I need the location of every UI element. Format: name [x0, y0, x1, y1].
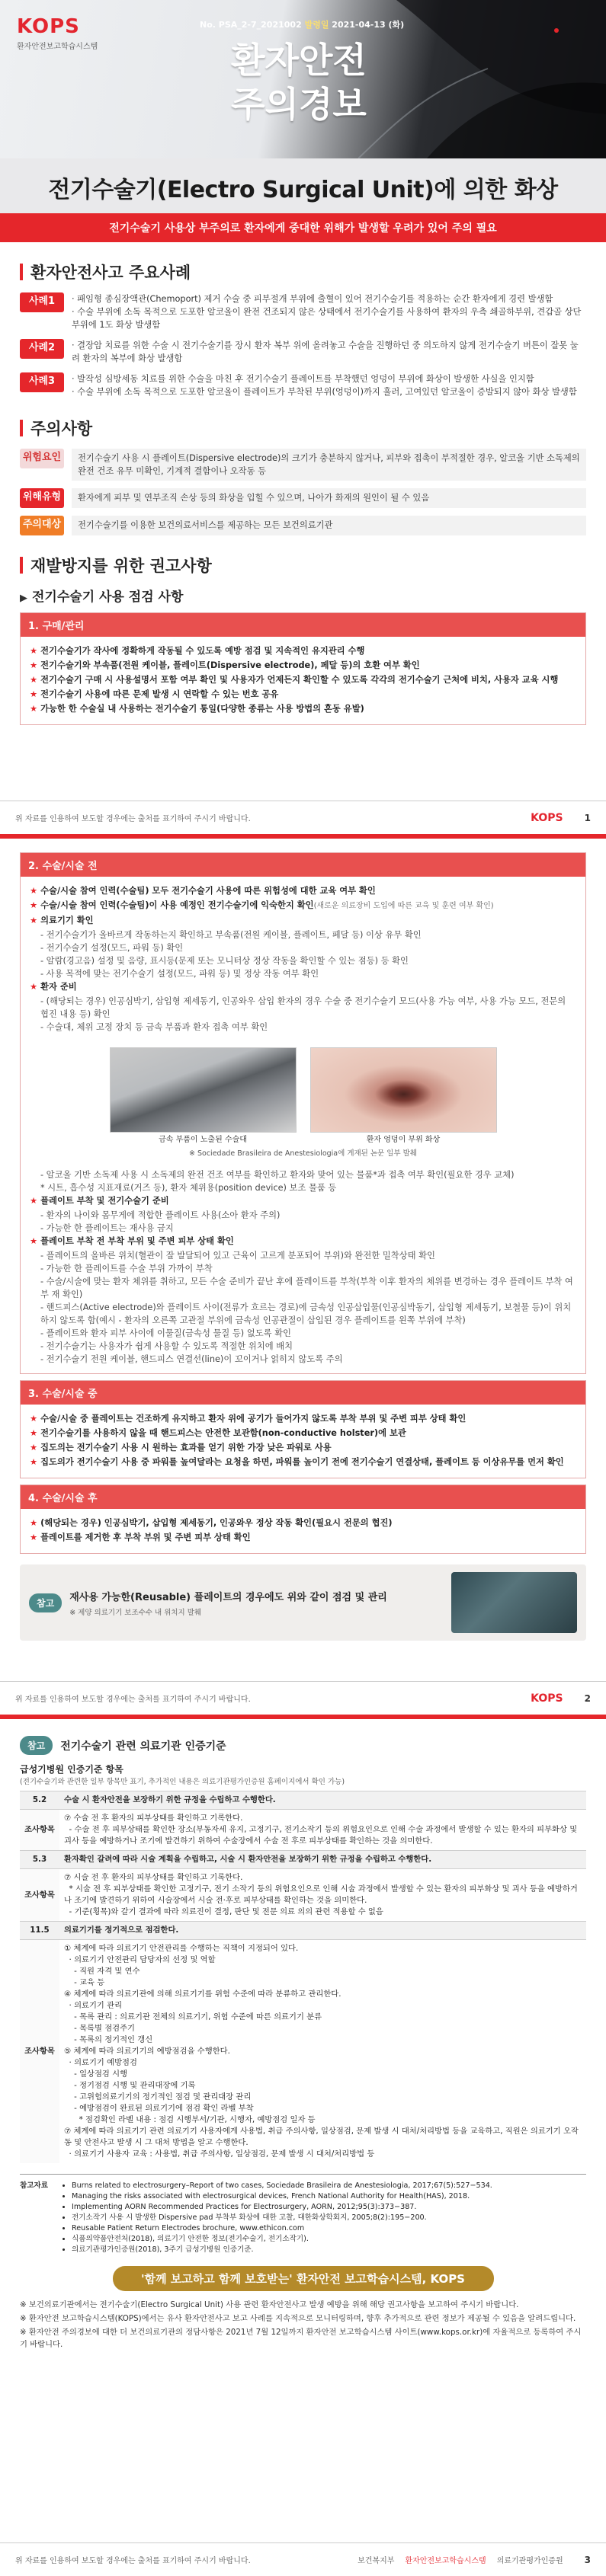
checklist-subitem: * 시트, 흡수성 지표재료(거즈 등), 환자 체위용(position device) 보조 물품 등	[40, 1183, 337, 1193]
star-icon: ★	[30, 1518, 38, 1528]
checklist-subitem: - 전기수술기가 올바르게 작동하는지 확인하고 부속품(전원 케이블, 플레이트, 페달 등) 이상 유무 확인	[40, 930, 422, 940]
hero-title	[200, 38, 398, 126]
checklist-item	[30, 1517, 576, 1529]
checklist-item	[30, 1531, 576, 1544]
checklist-item	[30, 702, 576, 715]
row-number: 5.3	[20, 1851, 59, 1869]
row-body-line: - 고위험의료기기의 정기적인 점검 및 관리대장 관리	[64, 2092, 252, 2101]
page-2	[0, 839, 606, 1715]
star-icon: ★	[30, 982, 38, 992]
footer	[0, 801, 606, 834]
accreditation-table	[20, 1791, 586, 2163]
accreditation-sub: 급성기병원 인증기준 항목	[20, 1764, 123, 1775]
row-heading: 의료기기를 정기적으로 점검한다.	[59, 1922, 586, 1940]
star-icon: ★	[30, 1428, 38, 1438]
checklist-text: 환자 준비	[40, 982, 77, 992]
checklist-subitem: - 가능한 한 플레이트를 수술 부위 가까이 부착	[40, 1264, 213, 1274]
caution-tag: 위험요인	[20, 449, 64, 468]
checklist-item	[30, 644, 576, 657]
reference-item: • 식품의약품안전처(2018), 의료기기 안전한 정보(전기수술기, 전기소작기).	[72, 2234, 492, 2245]
accreditation-title	[20, 1736, 586, 1755]
checklist-subitem: - 전기수술기는 사용자가 쉽게 사용할 수 있도록 적절한 위치에 배치	[40, 1341, 293, 1351]
hero-banner	[0, 0, 606, 158]
accreditation-heading: 전기수술기 관련 의료기관 인증기준	[60, 1740, 226, 1753]
issue-date: 2021-04-13 (화)	[332, 20, 405, 30]
case-line: · 패임형 종심장액관(Chemoport) 제거 수술 중 피부절개 부위에 출혈이 있어 전기수술기를 적용하는 순간 환자에게 경련 발생함	[72, 294, 553, 304]
row-body-line: - 일상점검 시행	[64, 2069, 128, 2079]
section-heading	[20, 554, 586, 577]
footer-logo: KOPS	[531, 811, 563, 824]
panel-header: 2. 수술/시술 전	[21, 853, 585, 877]
checklist-text: 플레이트 부착 및 전기수술기 준비	[40, 1196, 169, 1206]
checklist-text: 플레이트를 제거한 후 부착 부위 및 주변 피부 상태 확인	[40, 1532, 251, 1542]
checklist-text: 수술/시술 중 플레이트는 건조하게 유지하고 환자 위에 공기가 들어가지 않도록 부착 부위 및 주변 피부 상태 확인	[40, 1414, 467, 1424]
checklist-text: 수술/시술 참여 인력(수술팀) 모두 전기수술기 사용에 따른 위험성에 대한 교육 여부 확인	[40, 886, 376, 896]
row-body-line: - 예방점검이 완료된 의료기기에 점검 확인 라벨 부착	[64, 2104, 254, 2113]
row-body-line: ⑦ 시술 전 후 환자의 피부상태를 확인하고 기록한다.	[64, 1873, 243, 1882]
checklist-subitem: - 수술/시술에 맞는 환자 체위를 취하고, 모든 수술 준비가 끝난 후에 플레이트를 부착(부착 이후 환자의 체위를 변경하는 경우 플레이트 부착 여부 재 확인)	[40, 1277, 573, 1299]
case-row	[20, 372, 586, 398]
checklist-note: (새로운 의료장비 도입에 따른 교육 및 훈련 여부 확인)	[313, 902, 494, 910]
panel-header: 1. 구매/관리	[21, 613, 585, 637]
checklist-subitem: - 핸드피스(Active electrode)와 플레이트 사이(전류가 흐르는 경로)에 금속성 인공삽입물(인공심박동기, 삽입형 제세동기, 보철물 등)이 위치하지 않도록 함(예시 - 환자의 오른쪽 고관절 부위에 금속성 인공관절이 삽입된 경우 플레이트를 왼쪽 부위에 부착)	[40, 1302, 572, 1325]
row-body-line: - 수술 전 후 피부상태를 확인한 장소(부동자세 유지, 고정기구, 전기소작기 등의 위험요인으로 인해 수술 과정에서 발생할 수 있는 환자의 피부화상 및 괴사 등을 예방하거나 조기에 발견하기 위하여 수술장에서 수술 전 후로 피부상태를 확인하는 것을 의미한다.	[64, 1825, 580, 1846]
row-body-line: - 정기점검 시행 및 관리대장에 기록	[64, 2081, 196, 2090]
page-number: 3	[584, 2554, 591, 2565]
case-line: · 수술 부위에 소독 목적으로 도포한 알코올이 플레이트가 부착된 부위(엉덩이)까지 흘러, 고여있던 알코올이 증발되지 않아 화상 발생함	[72, 387, 577, 397]
caution-text: 전기수술기를 이용한 보건의료서비스를 제공하는 모든 보건의료기관	[72, 516, 586, 535]
references-heading: 참고자료	[20, 2181, 49, 2190]
checklist-item	[30, 688, 576, 701]
slogan: '함께 보고하고 함께 보호받는' 환자안전 보고학습시스템, KOPS	[113, 2266, 494, 2291]
caution-text: 환자에게 피부 및 연부조직 손상 등의 화상을 입힐 수 있으며, 나아가 화재의 원인이 될 수 있음	[72, 488, 586, 508]
footer-logo: KOPS	[531, 1692, 563, 1705]
row-body-line: - 기준(횡목)와 갈기 결과에 따라 의료진이 결정, 판단 및 전문 의료 의의 관련 적용할 수 없음	[64, 1907, 383, 1916]
issue-number: No. PSA_2-7_2021002	[200, 20, 302, 30]
row-label: 조사항목	[20, 1869, 59, 1922]
checklist-item	[30, 1194, 576, 1207]
row-body	[59, 1940, 586, 2164]
panel-body	[21, 637, 585, 724]
issue-label: 발령일	[304, 20, 329, 30]
table-row	[20, 1851, 586, 1869]
reference-text	[69, 1589, 387, 1617]
issue-info	[200, 18, 404, 30]
reference-item: • Managing the risks associated with electrosurgical devices, French National Authority for Health(HAS), 2018.	[72, 2191, 492, 2202]
checklist-text: 집도의가 전기수술기 사용 중 파워를 높여달라는 요청을 하면, 파워를 높이기 전에 전기수술기 연결상태, 플레이트 등 이상유무를 먼저 확인	[40, 1457, 564, 1467]
hero-title-line1: 환자안전	[231, 40, 367, 81]
row-heading: 환자확인 갈려에 따라 시술 계획을 수립하고, 시술 시 환자안전을 보장하기 위한 규정을 수립하고 수행한다.	[59, 1851, 586, 1869]
row-body-line: - 목록의 정기적인 갱신	[64, 2035, 153, 2044]
star-icon: ★	[30, 1532, 38, 1542]
star-icon: ★	[30, 1457, 38, 1467]
table-row	[20, 1869, 586, 1922]
panel-body	[21, 877, 585, 1041]
reference-item: • Burns related to electrosurgery–Report of two cases, Sociedade Brasileira de Anestesiologia, 2017;67(5):527−534.	[72, 2181, 492, 2191]
operating-table-image	[110, 1047, 297, 1133]
row-body-line: - 목록 관리 : 의료기관 전체의 의료기기, 위험 수준에 따른 의료기기 분류	[64, 2012, 322, 2021]
checklist-item	[30, 673, 576, 686]
case-text	[72, 372, 586, 398]
checklist-item	[30, 1441, 576, 1454]
checklist-subitem: - 플레이트의 올바른 위치(혈관이 잘 발달되어 있고 근육이 고르게 분포되어 부위)와 완전한 밀착상태 확인	[40, 1251, 435, 1261]
caution-row	[20, 449, 586, 481]
star-icon: ★	[30, 886, 38, 896]
row-body-line: ⑦ 체계에 따라 의료기기 관련 의료기기 사용자에게 사용법, 취급 주의사항, 일상점검, 문제 발생 시 대처/처리방법 등을 교육하고, 직원은 의료기기 오작동 및 안전사고 발생 시 그 대처 방법을 알고 수행한다.	[64, 2127, 579, 2147]
case-text	[72, 292, 586, 331]
checklist-subitem: - 플레이트와 환자 피부 사이에 이물질(금속성 물질 등) 없도록 확인	[40, 1328, 291, 1338]
star-icon: ★	[30, 1443, 38, 1453]
checklist-text: 전기수술기와 부속품(전원 케이블, 플레이트(Dispersive electrode), 페달 등)의 호환 여부 확인	[40, 660, 420, 670]
page-number: 2	[584, 1692, 591, 1704]
subheading-text: 전기수술기 사용 점검 사항	[32, 590, 184, 605]
row-heading: 수술 시 환자안전을 보장하기 위한 규정을 수립하고 수행한다.	[59, 1791, 586, 1810]
row-body-line: ① 체계에 따라 의료기기 안전관리를 수행하는 직책이 지정되어 있다.	[64, 1944, 299, 1953]
case-text	[72, 339, 586, 365]
star-icon: ★	[30, 1196, 38, 1206]
kops-logo	[17, 15, 98, 51]
row-body-line: - 목록별 점검주기	[64, 2024, 135, 2033]
photo-caption: 환자 엉덩이 부위 화상	[366, 1136, 441, 1144]
kops-logo-mark: KOPS	[17, 15, 80, 38]
table-row	[20, 1922, 586, 1940]
table-row	[20, 1791, 586, 1810]
references	[20, 2174, 586, 2255]
panel-purchase	[20, 612, 586, 725]
note-line: ※ 환자안전 보고학습시스템(KOPS)에서는 유사 환자안전사고 보고 사례를 지속적으로 모니터링하며, 향후 추가적으로 관련 정보가 제공될 수 있음을 알려드립니다.	[20, 2314, 576, 2323]
accreditation-note: (전기수술기와 관련한 일부 항목만 표기, 추가적인 내용은 의료기관평가인증원 홈페이지에서 확인 가능)	[20, 1778, 345, 1786]
row-body-line: · 의료기기 예방점검	[64, 2058, 137, 2067]
checklist-item	[30, 884, 576, 897]
alert-banner: 전기수술기 사용상 부주의로 환자에게 중대한 위해가 발생할 우려가 있어 주의 필요	[0, 213, 606, 242]
row-body-line: * 점검확인 라벨 내용 : 점검 시행부서/기관, 시행자, 예방점검 일자 등	[64, 2115, 316, 2124]
section-heading-text: 주의사항	[30, 420, 93, 438]
checklist-subitem: - 환자의 나이와 몸무게에 적합한 플레이트 사용(소아 환자 주의)	[40, 1210, 281, 1220]
section-heading	[20, 260, 586, 283]
checklist-text: 전기수술기 구매 시 사용설명서 포함 여부 확인 및 사용자가 언제든지 확인할 수 있도록 각각의 전기수술기 근처에 비치, 사용자 교육 시행	[40, 675, 559, 685]
footer	[0, 1681, 606, 1715]
panel-header: 3. 수술/시술 중	[21, 1381, 585, 1405]
footer	[0, 2542, 606, 2576]
row-body	[59, 1869, 586, 1922]
reference-note: ※ 제양 의료기기 보조수수 내 위치지 발췌	[69, 1608, 202, 1617]
checklist-text: 수술/시술 참여 인력(수술팀)이 사용 예정인 전기수술기에 익숙한지 확인	[40, 900, 314, 910]
panel-body	[21, 1405, 585, 1478]
checklist-subitem: - 알람(경고음) 설정 및 음량, 표시등(문제 또는 모니터상 정상 작동을 확인할 수 있는 점등) 등 확인	[40, 956, 409, 966]
checklist-item	[30, 980, 576, 993]
checklist-subitem: - 사용 목적에 맞는 전기수술기 설정(모드, 파워 등) 및 정상 작동 여부 확인	[40, 969, 319, 979]
row-body-line: ⑦ 수술 전 후 환자의 피부상태를 확인하고 기록한다.	[64, 1814, 243, 1823]
case-tag: 사례2	[20, 339, 64, 359]
photo-caption: 금속 부품이 노출된 수술대	[159, 1136, 247, 1144]
checklist-item	[30, 914, 576, 927]
caution-list	[20, 449, 586, 535]
checklist-text: 의료기기 확인	[40, 916, 94, 925]
footer-org-3: 의료기관평가인증원	[496, 2557, 563, 2565]
footer-note: 위 자료를 인용하여 보도할 경우에는 출처를 표기하여 주시기 바랍니다.	[15, 1695, 251, 1704]
checklist-text: 가능한 한 수술실 내 사용하는 전기수술기 통일(다양한 종류는 사용 방법의 혼동 유발)	[40, 704, 364, 714]
case-row	[20, 339, 586, 365]
checklist-subitem: - 전기수술기 설정(모드, 파워 등) 확인	[40, 943, 184, 953]
checklist-subitem: - 전기수술기 전원 케이블, 핸드피스 연결선(line)이 꼬이거나 얽히지 않도록 주의	[40, 1354, 343, 1364]
star-icon: ★	[30, 704, 38, 714]
kops-logo-subtitle: 환자안전보고학습시스템	[17, 43, 98, 51]
checklist-text: 플레이트 부착 전 부착 부위 및 주변 피부 상태 확인	[40, 1236, 234, 1246]
footer-note: 위 자료를 인용하여 보도할 경우에는 출처를 표기하여 주시기 바랍니다.	[15, 2557, 251, 2565]
panel-body	[21, 1161, 585, 1373]
star-icon: ★	[30, 660, 38, 670]
case-line: · 결장암 치료를 위한 수술 시 전기수술기를 장시 환자 복부 위에 올려놓고 수술을 진행하던 중 의도하지 않게 전기수술기 버튼이 잘못 눌려 환자의 복부에 화상 발생함	[72, 340, 579, 363]
checklist-subitem: - 알코올 기반 소독제 사용 시 소독제의 완전 건조 여부를 확인하고 환자와 맞어 있는 물품*과 접촉 여부 확인(필요한 경우 교체)	[40, 1170, 515, 1180]
case-list	[20, 292, 586, 398]
note-line: ※ 환자안전 주의경보에 대한 더 보건의료기관의 정담사항은 2021년 7월 12일까지 환자안전 보고학습시스템 사이트(www.kops.or.kr)에 자율적으로 등록하여 주시기 바랍니다.	[20, 2328, 582, 2349]
photo-source: ※ Sociedade Brasileira de Anestesiologia에 게재된 논문 일부 발췌	[189, 1149, 417, 1158]
triangle-icon: ▶	[20, 593, 27, 604]
star-icon: ★	[30, 916, 38, 925]
case-row	[20, 292, 586, 331]
photo-row	[21, 1047, 585, 1144]
star-icon: ★	[30, 900, 38, 910]
checklist-item	[30, 1456, 576, 1469]
burn-image	[310, 1047, 497, 1133]
caution-tag: 위해유형	[20, 488, 64, 508]
panel-header: 4. 수술/시술 후	[21, 1485, 585, 1509]
star-icon: ★	[30, 675, 38, 685]
section-cases	[0, 260, 606, 725]
reference-main: 재사용 가능한(Reusable) 플레이트의 경우에도 위와 같이 점검 및 관리	[69, 1591, 387, 1603]
checklist-subitem: - 가능한 한 플레이트는 재사용 금지	[40, 1223, 174, 1233]
footer-note: 위 자료를 인용하여 보도할 경우에는 출처를 표기하여 주시기 바랍니다.	[15, 815, 251, 823]
row-body-line: ⑤ 체계에 따라 의료기기의 예방점검을 수행한다.	[64, 2047, 230, 2056]
panel-pre-op	[20, 852, 586, 1374]
section-heading-text: 재발방지를 위한 권고사항	[30, 557, 212, 575]
photo-table	[110, 1047, 297, 1144]
case-line: · 수술 부위에 소독 목적으로 도포한 알코올이 완전 건조되지 않은 상태에서 전기수술기를 사용하여 환자의 우측 쇄골하부위, 견갑골 상단 부위에 1도 화상 발생함	[72, 307, 582, 330]
note-line: ※ 보건의료기관에서는 전기수술기(Electro Surgical Unit) 사용 관련 환자안전사고 발생 예방을 위해 해당 권고사항을 보고하여 주시기 바랍니다.	[20, 2300, 519, 2309]
footer-org-1: 보건복지부	[358, 2557, 395, 2565]
panel-after	[20, 1485, 586, 1554]
row-body	[59, 1810, 586, 1851]
notes	[20, 2299, 586, 2351]
subheading	[20, 586, 586, 605]
page-1	[0, 0, 606, 834]
caution-tag: 주의대상	[20, 516, 64, 535]
hero-title-line2: 주의경보	[231, 84, 367, 125]
page-title: 전기수술기(Electro Surgical Unit)에 의한 화상	[48, 177, 558, 203]
row-number: 11.5	[20, 1922, 59, 1940]
reference-item: • Reusable Patient Return Electrodes brochure, www.ethicon.com	[72, 2223, 492, 2234]
row-body-line: · 의료기기 관리	[64, 2001, 123, 2010]
checklist-text: (해당되는 경우) 인공심박기, 삽입형 제세동기, 인공와우 정상 작동 확인(필요시 전문의 협진)	[40, 1518, 393, 1528]
section-heading-text: 환자안전사고 주요사례	[30, 264, 191, 282]
checklist-item	[30, 899, 576, 912]
panel-body	[21, 1509, 585, 1553]
star-icon: ★	[30, 689, 38, 699]
checklist-item	[30, 1235, 576, 1248]
row-number: 5.2	[20, 1791, 59, 1810]
row-body-line: · 의료기기 사용자 교육 : 사용법, 취급 주의사항, 일상점검, 문제 발생 시 대처/처리방법 등	[64, 2149, 375, 2159]
checklist-text: 전기수술기가 작사에 정확하게 작동될 수 있도록 예방 점검 및 지속적인 유지관리 수행	[40, 646, 365, 656]
caution-text: 전기수술기 사용 시 플레이트(Dispersive electrode)의 크기가 충분하지 않거나, 피부와 접촉이 부적절한 경우, 알코올 기반 소독제의 완전 건조 유무 미확인, 기계적 결함이나 오작동 등	[72, 449, 586, 481]
star-icon: ★	[30, 1414, 38, 1424]
reference-tag: 참고	[29, 1593, 62, 1612]
reference-item: • Implementing AORN Recommended Practices for Electrosurgery, AORN, 2012;95(3):373−387.	[72, 2202, 492, 2213]
section-heading	[20, 417, 586, 439]
checklist-text: 집도의는 전기수술기 사용 시 원하는 효과를 얻기 위한 가장 낮은 파워로 사용	[40, 1443, 332, 1453]
checklist-item	[30, 1427, 576, 1440]
reference-item: • 전기소작기 사용 시 발생한 Dispersive pad 부착부 화상에 대한 고찰, 대한화상학회지, 2005;8(2):195−200.	[72, 2213, 492, 2223]
photo-burn	[310, 1047, 497, 1144]
panel-during	[20, 1380, 586, 1478]
row-label: 조사항목	[20, 1810, 59, 1851]
checklist-item	[30, 659, 576, 672]
row-body-line: ④ 체계에 따라 의료기관에 의해 의료기기를 위험 수준에 따라 분류하고 관리한다.	[64, 1990, 341, 1999]
star-icon: ★	[30, 1236, 38, 1246]
case-tag: 사례1	[20, 292, 64, 312]
reference-box	[20, 1564, 586, 1641]
row-label: 조사항목	[20, 1940, 59, 2164]
row-body-line: · 의료기기 안전관리 담당자의 선정 및 역할	[64, 1955, 216, 1964]
row-body-line: - 직원 자격 및 연수	[64, 1967, 140, 1976]
checklist-item	[30, 1412, 576, 1425]
checklist-text: 전기수술기를 사용하지 않을 때 핸드피스는 안전한 보관함(non-conductive holster)에 보관	[40, 1428, 406, 1438]
table-row	[20, 1940, 586, 2164]
case-line: · 발작성 심방세동 치료를 위한 수술을 마친 후 전기수술기 플레이트를 부착했던 엉덩이 부위에 화상이 발생한 사실을 인지함	[72, 374, 534, 384]
page-number: 1	[584, 812, 591, 823]
caution-row	[20, 516, 586, 535]
caution-row	[20, 488, 586, 508]
case-tag: 사례3	[20, 372, 64, 392]
reference-item: • 의료기관평가인증원(2018), 3주기 급성기병원 인증기준.	[72, 2245, 492, 2255]
checklist-subitem: - 수술대, 체위 고정 장치 등 금속 부품과 환자 접촉 여부 확인	[40, 1022, 268, 1032]
table-row	[20, 1810, 586, 1851]
page-3	[0, 1719, 606, 2576]
checklist-subitem: - (해당되는 경우) 인공심박기, 삽입형 제세동기, 인공와우 삽입 환자의 경우 수술 중 전기수술기 모드(사용 가능 여부, 사용 가능 모드, 전문의 협진 내용 등) 확인	[40, 996, 566, 1019]
reference-tag: 참고	[20, 1736, 53, 1755]
reusable-plate-image	[451, 1572, 577, 1633]
star-icon: ★	[30, 646, 38, 656]
title-box	[0, 158, 606, 213]
row-body-line: - 교육 등	[64, 1978, 105, 1987]
checklist-text: 전기수술기 사용에 따른 문제 발생 시 연락할 수 있는 번호 공유	[40, 689, 279, 699]
row-body-line: * 시술 전 후 피부상태를 확인한 고정기구, 전기 소작기 등의 위험요인으로 인해 시술 과정에서 발생할 수 있는 환자의 피부화상 및 괴사 등을 예방하거나 조기에 발견하기 위하여 시술장에서 시술 전·후로 피부상태를 확인하는 것을 의미한다.	[64, 1884, 578, 1905]
footer-org-2: 환자안전보고학습시스템	[405, 2557, 486, 2565]
reference-list	[63, 2181, 492, 2255]
